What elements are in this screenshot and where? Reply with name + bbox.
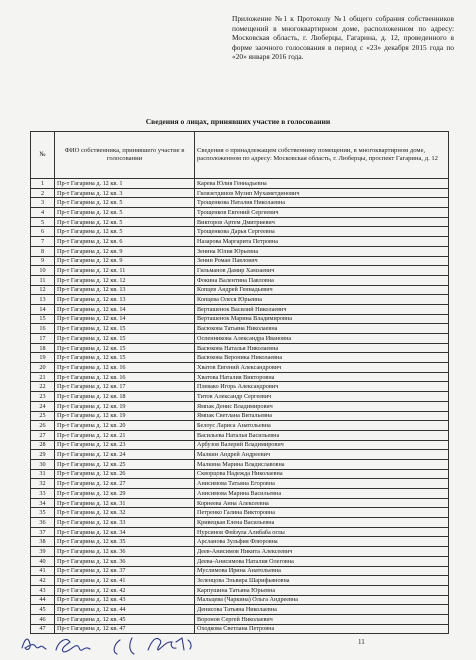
row-number: 28 xyxy=(31,440,55,450)
row-premises: Пр-т Гагарина д. 12 кв. 47 xyxy=(55,624,195,634)
row-number: 35 xyxy=(31,508,55,518)
table-row xyxy=(31,275,449,285)
row-owner-name: Викторов Артем Дмитриевич xyxy=(195,217,449,227)
row-number: 20 xyxy=(31,363,55,373)
row-owner-name: Оходкова Светлана Петровна xyxy=(195,624,449,634)
row-number: 2 xyxy=(31,188,55,198)
row-premises: Пр-т Гагарина д. 12 кв. 23 xyxy=(55,440,195,450)
table-row xyxy=(31,556,449,566)
row-number: 38 xyxy=(31,537,55,547)
row-owner-name: Копцев Андрей Геннадьевич xyxy=(195,285,449,295)
table-row xyxy=(31,227,449,237)
row-number: 34 xyxy=(31,498,55,508)
row-owner-name: Зенина Юлия Юрьевна xyxy=(195,246,449,256)
table-row xyxy=(31,508,449,518)
table-row xyxy=(31,605,449,615)
row-premises: Пр-т Гагарина д. 12 кв. 21 xyxy=(55,430,195,440)
row-owner-name: Титов Александр Сергеевич xyxy=(195,392,449,402)
row-owner-name: Белоус Лариса Анатольевна xyxy=(195,421,449,431)
row-premises: Пр-т Гагарина д. 12 кв. 12 xyxy=(55,275,195,285)
row-owner-name: Денисова Татьяна Николаевна xyxy=(195,605,449,615)
annex-note: Приложение №1 к Протоколу №1 общего собрания собственников помещений в многоквартирном доме, расположенном по адресу: Московская область, г. Люберцы, Гагарина, д. 12, проведенного в форме заочного голосования в период с «23» декабря 2015 года по «20» января 2016 года. xyxy=(232,14,454,62)
row-number: 27 xyxy=(31,430,55,440)
row-owner-name: Малкина Марина Владиславовна xyxy=(195,459,449,469)
table-row xyxy=(31,421,449,431)
row-premises: Пр-т Гагарина д. 12 кв. 31 xyxy=(55,498,195,508)
row-premises: Пр-т Гагарина д. 12 кв. 19 xyxy=(55,411,195,421)
row-premises: Пр-т Гагарина д. 12 кв. 16 xyxy=(55,372,195,382)
row-owner-name: Гильманов Дамир Хамзаевич xyxy=(195,266,449,276)
row-owner-name: Скворцова Надежда Николаевна xyxy=(195,469,449,479)
row-premises: Пр-т Гагарина д. 12 кв. 45 xyxy=(55,614,195,624)
row-owner-name: Корнеева Анна Алексеевна xyxy=(195,498,449,508)
table-row xyxy=(31,479,449,489)
row-number: 21 xyxy=(31,372,55,382)
row-number: 40 xyxy=(31,556,55,566)
row-premises: Пр-т Гагарина д. 12 кв. 15 xyxy=(55,353,195,363)
row-premises: Пр-т Гагарина д. 12 кв. 25 xyxy=(55,459,195,469)
row-number: 26 xyxy=(31,421,55,431)
table-row xyxy=(31,246,449,256)
row-number: 9 xyxy=(31,256,55,266)
row-owner-name: Назарова Маргарита Петровна xyxy=(195,237,449,247)
table-row xyxy=(31,382,449,392)
row-owner-name: Воронов Сергей Николаевич xyxy=(195,614,449,624)
row-owner-name: Васюкова Вероника Николаевна xyxy=(195,353,449,363)
row-number: 14 xyxy=(31,304,55,314)
row-number: 25 xyxy=(31,411,55,421)
row-premises: Пр-т Гагарина д. 12 кв. 26 xyxy=(55,469,195,479)
table-row xyxy=(31,401,449,411)
table-row xyxy=(31,363,449,373)
row-owner-name: Васильева Наталья Васильевна xyxy=(195,430,449,440)
row-owner-name: Хватов Евгений Александрович xyxy=(195,363,449,373)
table-header-row xyxy=(31,132,449,179)
row-number: 36 xyxy=(31,518,55,528)
row-number: 32 xyxy=(31,479,55,489)
table-row xyxy=(31,585,449,595)
table-row xyxy=(31,198,449,208)
section-heading: Сведения о лицах, принявших участие в голосовании xyxy=(145,117,331,126)
row-premises: Пр-т Гагарина д. 12 кв. 15 xyxy=(55,334,195,344)
row-owner-name: Ямпак Денис Владимирович xyxy=(195,401,449,411)
row-number: 23 xyxy=(31,392,55,402)
table-body xyxy=(31,179,449,634)
row-number: 17 xyxy=(31,334,55,344)
row-owner-name: Малкин Андрей Андреевич xyxy=(195,450,449,460)
table-row xyxy=(31,295,449,305)
row-number: 15 xyxy=(31,314,55,324)
row-owner-name: Верташенок Марина Владимировна xyxy=(195,314,449,324)
row-number: 4 xyxy=(31,208,55,218)
row-premises: Пр-т Гагарина д. 12 кв. 20 xyxy=(55,421,195,431)
row-owner-name: Гилязетдинов Музип Мухаметдинович xyxy=(195,188,449,198)
table-row xyxy=(31,372,449,382)
row-premises: Пр-т Гагарина д. 12 кв. 18 xyxy=(55,392,195,402)
row-premises: Пр-т Гагарина д. 12 кв. 3 xyxy=(55,188,195,198)
row-premises: Пр-т Гагарина д. 12 кв. 37 xyxy=(55,566,195,576)
row-premises: Пр-т Гагарина д. 12 кв. 34 xyxy=(55,527,195,537)
row-owner-name: Арбузов Валерий Владимирович xyxy=(195,440,449,450)
row-owner-name: Верташенок Василий Николаевич xyxy=(195,304,449,314)
row-owner-name: Зенин Роман Павлович xyxy=(195,256,449,266)
page-number: 11 xyxy=(358,638,365,646)
row-number: 33 xyxy=(31,489,55,499)
header-owner: ФИО собственника, принявшего участие в голосовании xyxy=(55,132,195,179)
row-number: 37 xyxy=(31,527,55,537)
row-number: 12 xyxy=(31,285,55,295)
row-owner-name: Кривецкая Елена Васильевна xyxy=(195,518,449,528)
row-number: 42 xyxy=(31,576,55,586)
row-premises: Пр-т Гагарина д. 12 кв. 9 xyxy=(55,246,195,256)
row-owner-name: Зеленцова Эльвира Шарифьяновна xyxy=(195,576,449,586)
row-premises: Пр-т Гагарина д. 12 кв. 14 xyxy=(55,304,195,314)
row-number: 13 xyxy=(31,295,55,305)
table-row xyxy=(31,217,449,227)
row-number: 41 xyxy=(31,566,55,576)
row-premises: Пр-т Гагарина д. 12 кв. 5 xyxy=(55,227,195,237)
row-owner-name: Фокина Валентина Павловна xyxy=(195,275,449,285)
row-number: 22 xyxy=(31,382,55,392)
table-row xyxy=(31,576,449,586)
header-number: № xyxy=(31,132,55,179)
row-premises: Пр-т Гагарина д. 12 кв. 27 xyxy=(55,479,195,489)
table-row xyxy=(31,266,449,276)
table-row xyxy=(31,430,449,440)
row-number: 1 xyxy=(31,179,55,189)
row-number: 43 xyxy=(31,585,55,595)
row-number: 24 xyxy=(31,401,55,411)
table-row xyxy=(31,537,449,547)
row-number: 46 xyxy=(31,614,55,624)
row-number: 7 xyxy=(31,237,55,247)
row-number: 47 xyxy=(31,624,55,634)
row-owner-name: Деев-Анисимов Никита Алексеевич xyxy=(195,547,449,557)
row-owner-name: Анисимова Марина Васильевна xyxy=(195,489,449,499)
signature-5 xyxy=(176,638,191,650)
row-number: 30 xyxy=(31,459,55,469)
row-owner-name: Васюкова Наталья Николаевна xyxy=(195,343,449,353)
table-row xyxy=(31,469,449,479)
row-owner-name: Анисимова Татьяна Егоровна xyxy=(195,479,449,489)
row-number: 31 xyxy=(31,469,55,479)
row-premises: Пр-т Гагарина д. 12 кв. 9 xyxy=(55,256,195,266)
table-row xyxy=(31,324,449,334)
row-number: 39 xyxy=(31,547,55,557)
row-owner-name: Карпушина Татьяна Юрьевна xyxy=(195,585,449,595)
signature-3 xyxy=(114,638,134,654)
table-row xyxy=(31,614,449,624)
row-number: 16 xyxy=(31,324,55,334)
row-owner-name: Копцева Олеся Юрьевна xyxy=(195,295,449,305)
row-owner-name: Трощенкова Наталия Николаевна xyxy=(195,198,449,208)
row-premises: Пр-т Гагарина д. 12 кв. 19 xyxy=(55,401,195,411)
table-row xyxy=(31,566,449,576)
row-premises: Пр-т Гагарина д. 12 кв. 15 xyxy=(55,324,195,334)
row-number: 19 xyxy=(31,353,55,363)
row-owner-name: Трощенкова Дарья Сергеевна xyxy=(195,227,449,237)
table-row xyxy=(31,459,449,469)
table-row xyxy=(31,440,449,450)
row-number: 5 xyxy=(31,217,55,227)
row-number: 45 xyxy=(31,605,55,615)
row-premises: Пр-т Гагарина д. 12 кв. 11 xyxy=(55,266,195,276)
table-row xyxy=(31,489,449,499)
row-number: 29 xyxy=(31,450,55,460)
row-premises: Пр-т Гагарина д. 12 кв. 13 xyxy=(55,295,195,305)
table-row xyxy=(31,343,449,353)
table-row xyxy=(31,256,449,266)
row-number: 3 xyxy=(31,198,55,208)
row-premises: Пр-т Гагарина д. 12 кв. 36 xyxy=(55,547,195,557)
row-premises: Пр-т Гагарина д. 12 кв. 24 xyxy=(55,450,195,460)
table-row xyxy=(31,334,449,344)
row-premises: Пр-т Гагарина д. 12 кв. 43 xyxy=(55,595,195,605)
table-row xyxy=(31,304,449,314)
row-number: 10 xyxy=(31,266,55,276)
row-premises: Пр-т Гагарина д. 12 кв. 6 xyxy=(55,237,195,247)
row-premises: Пр-т Гагарина д. 12 кв. 16 xyxy=(55,363,195,373)
row-owner-name: Трощенков Евгений Сергеевич xyxy=(195,208,449,218)
table-row xyxy=(31,595,449,605)
header-premises: Сведения о принадлежащем собственнику помещении, в многоквартирном доме, расположенном по адресу: Московская область, г. Люберцы, проспект Гагарина, д. 12 xyxy=(195,132,449,179)
row-number: 8 xyxy=(31,246,55,256)
row-premises: Пр-т Гагарина д. 12 кв. 5 xyxy=(55,217,195,227)
row-owner-name: Мальцева (Чаркина) Ольга Андреевна xyxy=(195,595,449,605)
row-number: 18 xyxy=(31,343,55,353)
table-row xyxy=(31,208,449,218)
signature-1 xyxy=(22,639,46,649)
row-owner-name: Хватова Наталия Викторовна xyxy=(195,372,449,382)
row-number: 44 xyxy=(31,595,55,605)
table-row xyxy=(31,353,449,363)
table-row xyxy=(31,411,449,421)
signature-2 xyxy=(56,640,90,652)
row-owner-name: Плевако Игорь Александрович xyxy=(195,382,449,392)
row-owner-name: Деева-Анисимова Наталия Олеговна xyxy=(195,556,449,566)
row-premises: Пр-т Гагарина д. 12 кв. 41 xyxy=(55,576,195,586)
table-row xyxy=(31,314,449,324)
row-premises: Пр-т Гагарина д. 12 кв. 1 xyxy=(55,179,195,189)
table-row xyxy=(31,188,449,198)
signature-4 xyxy=(148,638,176,650)
table-row xyxy=(31,179,449,189)
row-owner-name: Муслимова Ирина Анатольевна xyxy=(195,566,449,576)
row-owner-name: Нурсинов Фейзула Алибаба оглы xyxy=(195,527,449,537)
row-premises: Пр-т Гагарина д. 12 кв. 5 xyxy=(55,208,195,218)
row-premises: Пр-т Гагарина д. 12 кв. 32 xyxy=(55,508,195,518)
table-row xyxy=(31,498,449,508)
row-owner-name: Карева Юлия Геннадьевна xyxy=(195,179,449,189)
row-owner-name: Ямпак Светлана Витальевна xyxy=(195,411,449,421)
row-premises: Пр-т Гагарина д. 12 кв. 29 xyxy=(55,489,195,499)
row-premises: Пр-т Гагарина д. 12 кв. 35 xyxy=(55,537,195,547)
participants-table xyxy=(30,131,449,634)
table-row xyxy=(31,527,449,537)
table-row xyxy=(31,450,449,460)
table-row xyxy=(31,518,449,528)
row-owner-name: Петренко Галина Викторовна xyxy=(195,508,449,518)
row-premises: Пр-т Гагарина д. 12 кв. 33 xyxy=(55,518,195,528)
row-premises: Пр-т Гагарина д. 12 кв. 5 xyxy=(55,198,195,208)
row-premises: Пр-т Гагарина д. 12 кв. 14 xyxy=(55,314,195,324)
row-owner-name: Васюкова Татьяна Николаевна xyxy=(195,324,449,334)
row-number: 11 xyxy=(31,275,55,285)
table-row xyxy=(31,237,449,247)
table-row xyxy=(31,547,449,557)
table-row xyxy=(31,392,449,402)
row-number: 6 xyxy=(31,227,55,237)
table-row xyxy=(31,285,449,295)
row-premises: Пр-т Гагарина д. 12 кв. 13 xyxy=(55,285,195,295)
row-premises: Пр-т Гагарина д. 12 кв. 44 xyxy=(55,605,195,615)
row-premises: Пр-т Гагарина д. 12 кв. 15 xyxy=(55,343,195,353)
row-premises: Пр-т Гагарина д. 12 кв. 42 xyxy=(55,585,195,595)
row-premises: Пр-т Гагарина д. 12 кв. 36 xyxy=(55,556,195,566)
row-owner-name: Арсланова Зульфия Флюровна xyxy=(195,537,449,547)
signatures xyxy=(0,628,476,660)
row-owner-name: Оспенникова Александра Ивановна xyxy=(195,334,449,344)
row-premises: Пр-т Гагарина д. 12 кв. 17 xyxy=(55,382,195,392)
